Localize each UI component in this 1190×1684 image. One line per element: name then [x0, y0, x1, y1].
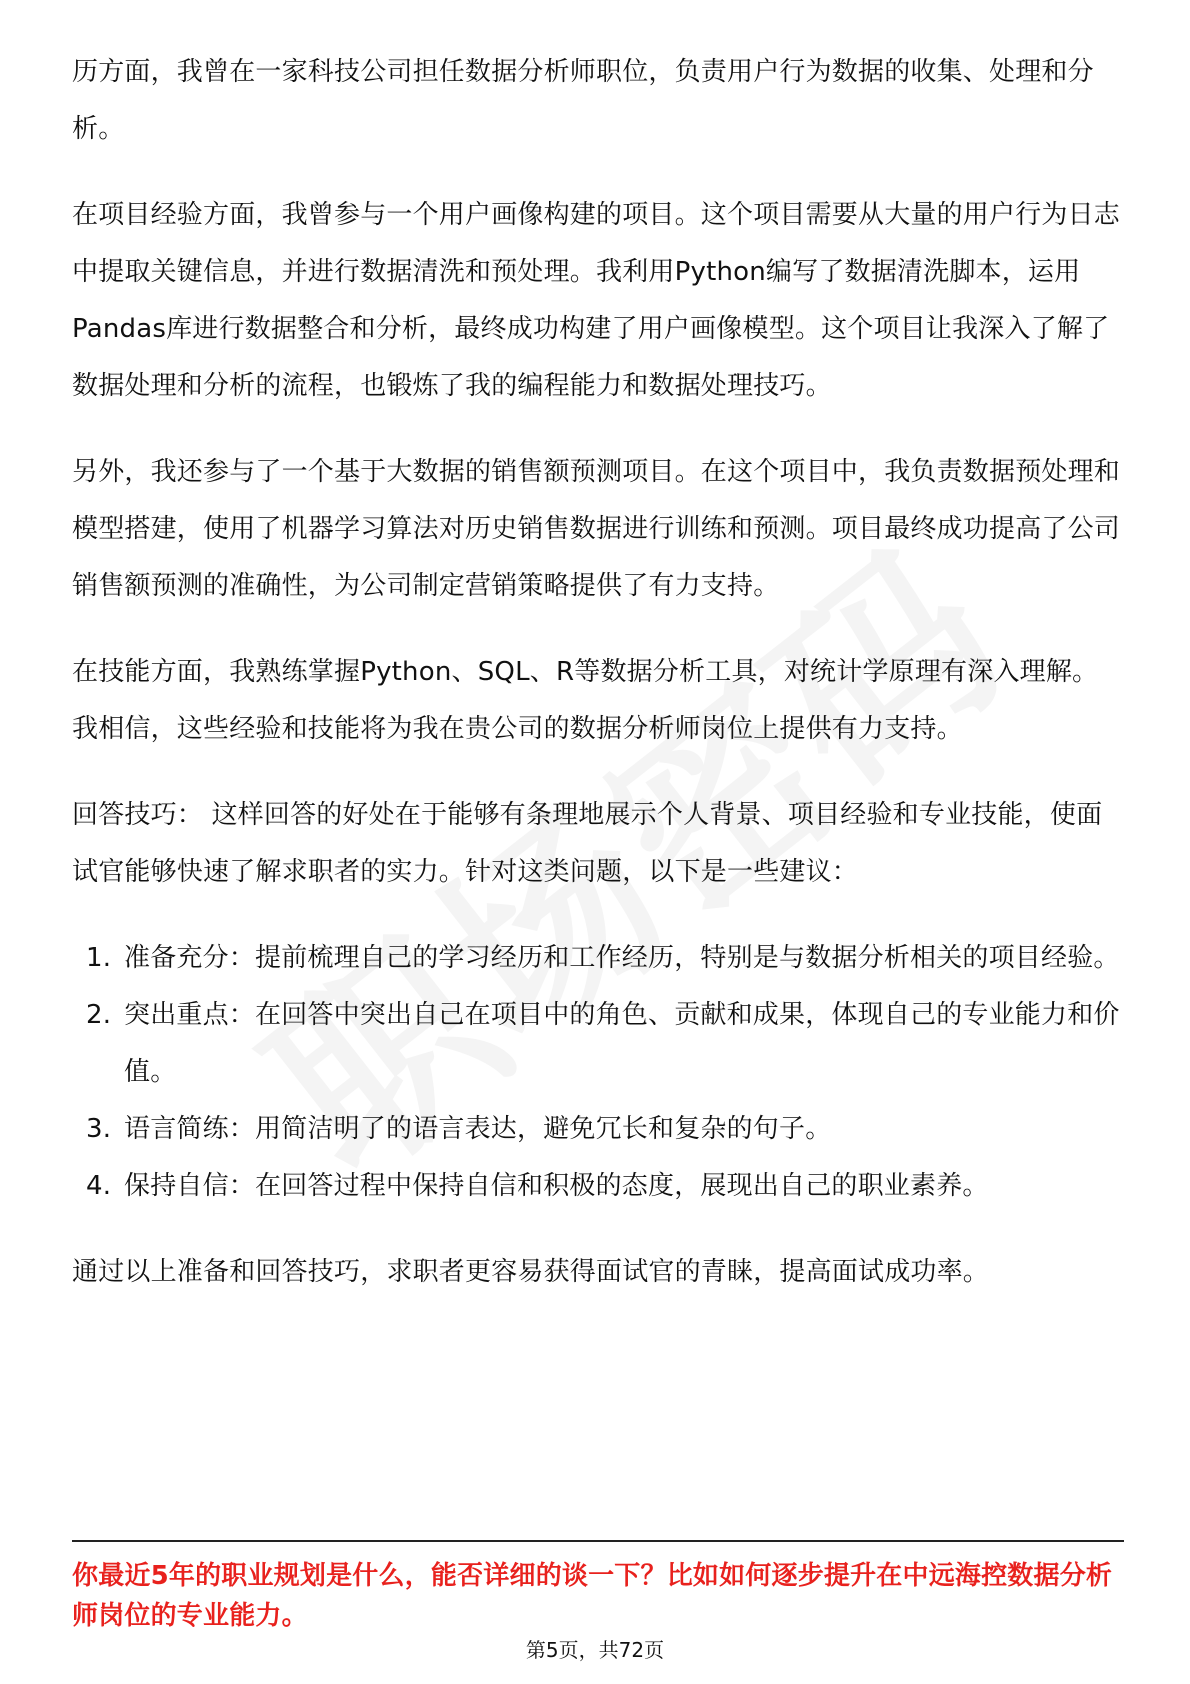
- list-item: [72, 1158, 1124, 1215]
- section-divider: [72, 1540, 1124, 1542]
- list-item: [72, 930, 1124, 987]
- list-item-number: 1.: [86, 943, 112, 973]
- list-item: [72, 987, 1124, 1101]
- paragraph-experience-intro: 历方面，我曾在一家科技公司担任数据分析师职位，负责用户行为数据的收集、处理和分析。: [72, 57, 1094, 144]
- list-item-number: 4.: [86, 1171, 112, 1201]
- paragraph-conclusion: 通过以上准备和回答技巧，求职者更容易获得面试官的青睐，提高面试成功率。: [72, 1257, 990, 1287]
- list-item-text: 准备充分：提前梳理自己的学习经历和工作经历，特别是与数据分析相关的项目经验。: [124, 943, 1120, 973]
- paragraph-skills: 在技能方面，我熟练掌握Python、SQL、R等数据分析工具，对统计学原理有深入理解。我相信，这些经验和技能将为我在贵公司的数据分析师岗位上提供有力支持。: [72, 657, 1099, 744]
- tips-list: [72, 930, 1124, 1215]
- list-item-number: 2.: [86, 1000, 112, 1030]
- paragraph-user-profile-project: 在项目经验方面，我曾参与一个用户画像构建的项目。这个项目需要从大量的用户行为日志中提取关键信息，并进行数据清洗和预处理。我利用Python编写了数据清洗脚本，运用Pandas库进行数据整合和分析，最终成功构建了用户画像模型。这个项目让我深入了解了数据处理和分析的流程，也锻炼了我的编程能力和数据处理技巧。: [72, 200, 1121, 401]
- paragraph-answer-tips: 回答技巧： 这样回答的好处在于能够有条理地展示个人背景、项目经验和专业技能，使面试官能够快速了解求职者的实力。针对这类问题，以下是一些建议：: [72, 800, 1103, 887]
- list-item-number: 3.: [86, 1114, 112, 1144]
- next-question-heading: 你最近5年的职业规划是什么，能否详细的谈一下？比如如何逐步提升在中远海控数据分析师岗位的专业能力。: [72, 1561, 1113, 1631]
- page-content: [72, 44, 1124, 1330]
- paragraph-sales-forecast-project: 另外，我还参与了一个基于大数据的销售额预测项目。在这个项目中，我负责数据预处理和模型搭建，使用了机器学习算法对历史销售数据进行训练和预测。项目最终成功提高了公司销售额预测的准确性，为公司制定营销策略提供了有力支持。: [72, 457, 1121, 601]
- list-item-text: 保持自信：在回答过程中保持自信和积极的态度，展现出自己的职业素养。: [124, 1171, 989, 1201]
- list-item: [72, 1101, 1124, 1158]
- list-item-text: 语言简练：用简洁明了的语言表达，避免冗长和复杂的句子。: [124, 1114, 832, 1144]
- page-number: 第5页，共72页: [525, 1638, 665, 1662]
- list-item-text: 突出重点：在回答中突出自己在项目中的角色、贡献和成果，体现自己的专业能力和价值。: [124, 1000, 1120, 1087]
